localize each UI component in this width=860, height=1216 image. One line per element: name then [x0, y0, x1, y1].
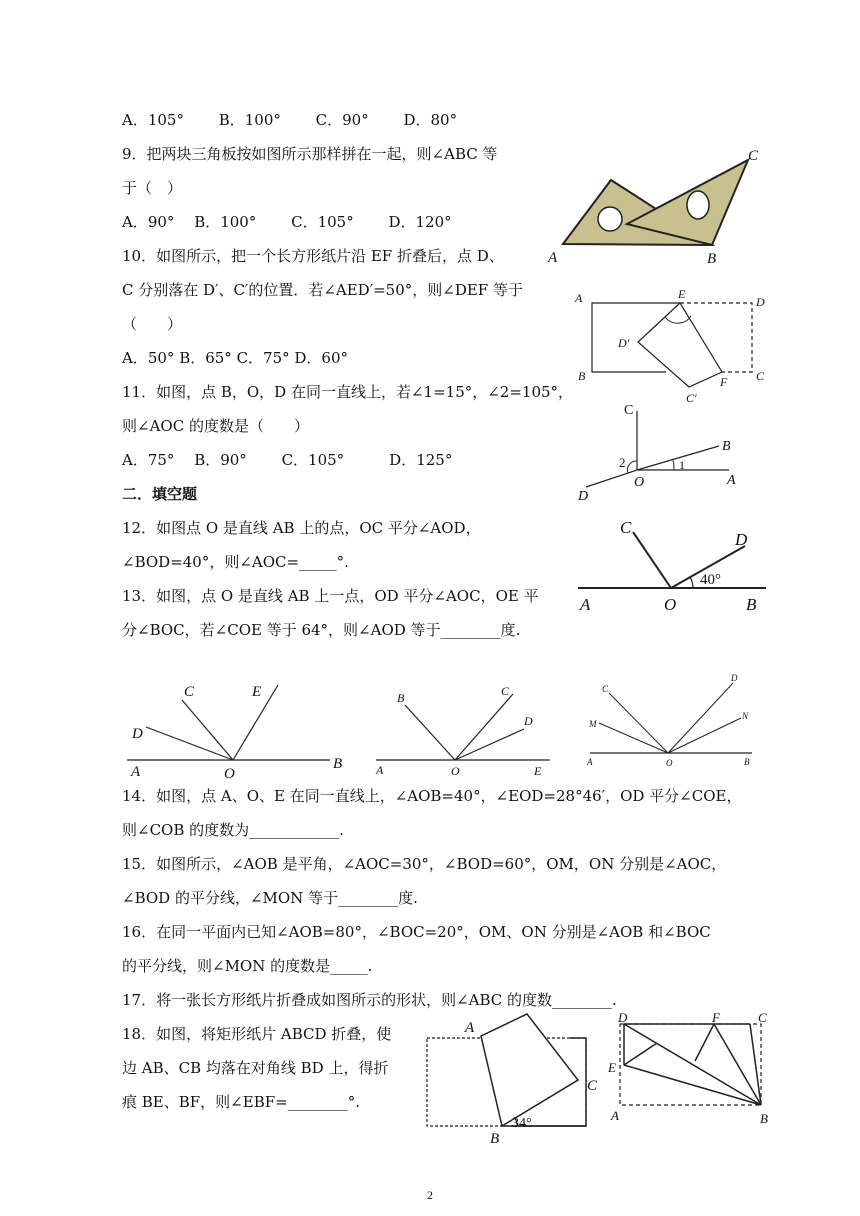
- q15-label-m: M: [589, 719, 597, 729]
- q10-stem-3: （ ）: [122, 315, 183, 333]
- q15-label-n: N: [742, 711, 749, 721]
- q9-stem-1: 9．把两块三角板按如图所示那样拼在一起，则∠ABC 等: [122, 145, 498, 163]
- q14-stem-1: 14．如图，点 A、O、E 在同一直线上，∠AOB=40°，∠EOD=28°46′，OD 平分∠COE，: [122, 787, 742, 805]
- q12-stem-1: 12．如图点 O 是直线 AB 上的点，OC 平分∠AOD，: [122, 519, 481, 537]
- q10-label-e: E: [678, 287, 686, 301]
- q12-stem-2: ∠BOD=40°，则∠AOC=_____°.: [122, 553, 349, 571]
- q11-label-2: 2: [619, 455, 626, 470]
- q14-label-e: E: [534, 764, 542, 778]
- q11-stem-1: 11．如图，点 B，O，D 在同一直线上，若∠1=15°，∠2=105°，: [122, 383, 574, 401]
- q18-label-f: F: [712, 1010, 720, 1025]
- q12-label-angle: 40°: [700, 572, 721, 588]
- q16-stem-1: 16．在同一平面内已知∠AOB=80°，∠BOC=20°，OM、ON 分别是∠AOB 和∠BOC: [122, 923, 711, 941]
- q13-label-e: E: [252, 684, 262, 700]
- q16-stem-2: 的平分线，则∠MON 的度数是_____.: [122, 957, 373, 975]
- q17-label-c: C: [587, 1078, 598, 1094]
- q14-label-o: O: [451, 764, 460, 778]
- q11-label-o: O: [634, 475, 645, 490]
- q12-label-o: O: [664, 595, 677, 614]
- q17-label-b: B: [490, 1131, 500, 1147]
- q14-stem-2: 则∠COB 的度数为____________.: [122, 821, 344, 839]
- q10-stem-1: 10．如图所示，把一个长方形纸片沿 EF 折叠后，点 D、: [122, 247, 504, 265]
- q18-label-d: D: [618, 1010, 628, 1025]
- q15-label-o: O: [666, 758, 673, 768]
- q13-label-a: A: [131, 764, 141, 780]
- q11-label-a: A: [727, 473, 736, 488]
- q15-label-c: C: [602, 684, 609, 694]
- q11-label-b: B: [722, 439, 731, 454]
- q8-options: A．105° B．100° C．90° D．80°: [122, 111, 458, 129]
- q11-label-d: D: [578, 489, 589, 504]
- q12-label-d: D: [735, 530, 748, 549]
- q10-label-a: A: [575, 291, 583, 305]
- q15-label-b: B: [744, 757, 750, 767]
- q18-label-e: E: [608, 1060, 616, 1075]
- q11-label-c: C: [624, 403, 634, 418]
- q14-label-a: A: [376, 763, 384, 777]
- q9-label-c: C: [748, 148, 759, 164]
- q18-stem-2: 边 AB、CB 均落在对角线 BD 上，得折: [122, 1059, 389, 1077]
- q14-label-c: C: [501, 684, 510, 698]
- q9-label-a: A: [548, 250, 558, 266]
- q15-label-d: D: [731, 673, 738, 683]
- q11-options: A．75° B．90° C．105° D．125°: [122, 451, 453, 469]
- q10-label-d-prime: D′: [618, 336, 630, 350]
- q9-label-b: B: [707, 251, 717, 267]
- q17-label-a: A: [465, 1020, 475, 1036]
- q15-stem-2: ∠BOD 的平分线，∠MON 等于________度.: [122, 889, 418, 907]
- q10-label-c-prime: C′: [686, 391, 697, 405]
- q14-label-b: B: [397, 691, 405, 705]
- q10-label-d: D: [756, 295, 765, 309]
- q11-stem-2: 则∠AOC 的度数是（ ）: [122, 417, 309, 435]
- q18-stem-3: 痕 BE、BF，则∠EBF=________°.: [122, 1093, 360, 1111]
- q10-label-c: C: [756, 369, 765, 383]
- q10-stem-2: C 分别落在 D′、C′的位置．若∠AED′=50°，则∠DEF 等于: [122, 281, 523, 299]
- q10-options: A．50° B．65° C．75° D．60°: [122, 349, 349, 367]
- q12-label-a: A: [580, 595, 591, 614]
- q12-label-b: B: [746, 595, 757, 614]
- q10-label-b: B: [578, 369, 586, 383]
- q18-label-b: B: [760, 1111, 768, 1126]
- q9-options: A．90° B．100° C．105° D．120°: [122, 213, 452, 231]
- q13-label-d: D: [132, 726, 143, 742]
- q13-label-b: B: [333, 756, 343, 772]
- q13-stem-1: 13．如图，点 O 是直线 AB 上一点，OD 平分∠AOC，OE 平: [122, 587, 539, 605]
- q18-stem-1: 18．如图，将矩形纸片 ABCD 折叠，使: [122, 1025, 392, 1043]
- q18-label-a: A: [611, 1108, 619, 1123]
- q17-label-angle: 34°: [512, 1116, 532, 1131]
- q11-label-1: 1: [679, 458, 685, 472]
- q15-label-a: A: [587, 757, 593, 767]
- q12-label-c: C: [620, 518, 632, 537]
- q13-label-c: C: [184, 684, 195, 700]
- q9-stem-2: 于（ ）: [122, 179, 183, 197]
- q17-stem: 17．将一张长方形纸片折叠成如图所示的形状，则∠ABC 的度数________.: [122, 991, 617, 1009]
- q14-label-d: D: [524, 714, 533, 728]
- q18-label-c: C: [758, 1010, 767, 1025]
- page-number: 2: [427, 1188, 433, 1202]
- q15-stem-1: 15．如图所示，∠AOB 是平角，∠AOC=30°，∠BOD=60°，OM，ON 分别是∠AOC，: [122, 855, 727, 873]
- q10-label-f: F: [720, 375, 728, 389]
- q13-label-o: O: [224, 766, 235, 782]
- q13-stem-2: 分∠BOC，若∠COE 等于 64°，则∠AOD 等于________度.: [122, 621, 521, 639]
- section-heading: 二．填空题: [122, 485, 198, 503]
